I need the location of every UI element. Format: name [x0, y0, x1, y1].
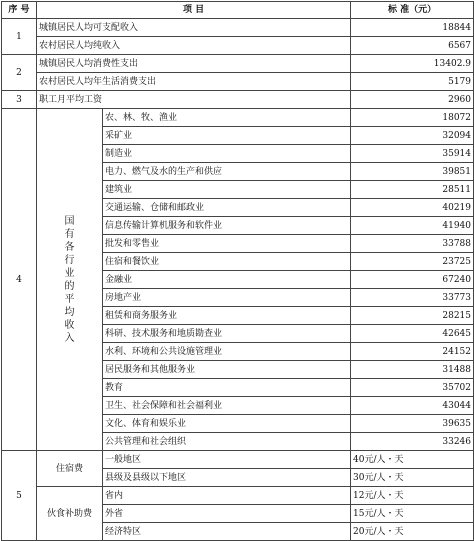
value-cell: 42645 — [351, 325, 474, 343]
item-cell: 交通运输、仓储和邮政业 — [103, 199, 351, 217]
table-row — [2, 451, 474, 469]
value-cell: 33773 — [351, 289, 474, 307]
value-cell: 15元/人・天 — [351, 505, 474, 523]
vertical-char: 有 — [64, 228, 75, 240]
vertical-char: 入 — [64, 332, 75, 344]
value-cell: 33246 — [351, 433, 474, 451]
item-cell: 居民服务和其他服务业 — [103, 361, 351, 379]
value-cell: 6567 — [351, 37, 474, 55]
table-row — [2, 55, 474, 73]
table-row — [2, 487, 474, 505]
item-cell: 城镇居民人均消费性支出 — [37, 55, 351, 73]
vertical-char: 业 — [64, 267, 75, 279]
value-cell: 23725 — [351, 253, 474, 271]
item-cell: 教育 — [103, 379, 351, 397]
header-seq: 序 号 — [2, 2, 37, 19]
item-cell: 住宿和餐饮业 — [103, 253, 351, 271]
item-cell: 租赁和商务服务业 — [103, 307, 351, 325]
item-cell: 水利、环境和公共设施管理业 — [103, 343, 351, 361]
vertical-char: 行 — [64, 254, 75, 266]
item-cell: 采矿业 — [103, 127, 351, 145]
table-row — [2, 37, 474, 55]
value-cell: 40元/人・天 — [351, 451, 474, 469]
item-cell: 金融业 — [103, 271, 351, 289]
accommodation-label: 住宿费 — [37, 451, 103, 487]
item-cell: 文化、体育和娱乐业 — [103, 415, 351, 433]
value-cell: 18844 — [351, 19, 474, 37]
table-row — [2, 19, 474, 37]
industry-vertical-label — [37, 109, 103, 451]
seq-cell: 5 — [2, 451, 37, 541]
value-cell: 39635 — [351, 415, 474, 433]
value-cell: 20元/人・天 — [351, 523, 474, 541]
value-cell: 35702 — [351, 379, 474, 397]
item-cell: 制造业 — [103, 145, 351, 163]
item-cell: 公共管理和社会组织 — [103, 433, 351, 451]
header-standard: 标 准（元） — [351, 2, 474, 19]
item-cell: 卫生、社会保障和社会福利业 — [103, 397, 351, 415]
vertical-char: 国 — [64, 215, 75, 227]
item-cell: 信息传输计算机服务和软件业 — [103, 217, 351, 235]
seq-cell: 4 — [2, 109, 37, 451]
value-cell: 31488 — [351, 361, 474, 379]
header-row — [2, 2, 474, 19]
seq-cell: 2 — [2, 55, 37, 91]
item-cell: 职工月平均工资 — [37, 91, 351, 109]
item-cell: 经济特区 — [103, 523, 351, 541]
table-row — [2, 109, 474, 127]
item-cell: 县级及县级以下地区 — [103, 469, 351, 487]
vertical-char: 各 — [64, 241, 75, 253]
item-cell: 科研、技术服务和地质勘查业 — [103, 325, 351, 343]
value-cell: 40219 — [351, 199, 474, 217]
seq-cell: 3 — [2, 91, 37, 109]
value-cell: 28215 — [351, 307, 474, 325]
seq-cell: 1 — [2, 19, 37, 55]
value-cell: 43044 — [351, 397, 474, 415]
value-cell: 35914 — [351, 145, 474, 163]
item-cell: 省内 — [103, 487, 351, 505]
value-cell: 33788 — [351, 235, 474, 253]
vertical-char: 平 — [64, 293, 75, 305]
value-cell: 41940 — [351, 217, 474, 235]
table-row — [2, 73, 474, 91]
value-cell: 39851 — [351, 163, 474, 181]
meal-allowance-label: 伙食补助费 — [37, 487, 103, 541]
value-cell: 12元/人・天 — [351, 487, 474, 505]
item-cell: 房地产业 — [103, 289, 351, 307]
vertical-char: 均 — [64, 306, 75, 318]
item-cell: 一般地区 — [103, 451, 351, 469]
value-cell: 28511 — [351, 181, 474, 199]
header-item: 项 目 — [37, 2, 351, 19]
vertical-char: 收 — [64, 319, 75, 331]
value-cell: 18072 — [351, 109, 474, 127]
value-cell: 2960 — [351, 91, 474, 109]
table-row — [2, 91, 474, 109]
item-cell: 批发和零售业 — [103, 235, 351, 253]
value-cell: 13402.9 — [351, 55, 474, 73]
vertical-char: 的 — [64, 280, 75, 292]
value-cell: 5179 — [351, 73, 474, 91]
item-cell: 农、林、牧、渔业 — [103, 109, 351, 127]
item-cell: 农村居民人均纯收入 — [37, 37, 351, 55]
item-cell: 农村居民人均年生活消费支出 — [37, 73, 351, 91]
item-cell: 电力、燃气及水的生产和供应 — [103, 163, 351, 181]
value-cell: 32094 — [351, 127, 474, 145]
value-cell: 24152 — [351, 343, 474, 361]
item-cell: 外省 — [103, 505, 351, 523]
value-cell: 30元/人・天 — [351, 469, 474, 487]
item-cell: 城镇居民人均可支配收入 — [37, 19, 351, 37]
standards-table — [1, 1, 474, 541]
item-cell: 建筑业 — [103, 181, 351, 199]
value-cell: 67240 — [351, 271, 474, 289]
